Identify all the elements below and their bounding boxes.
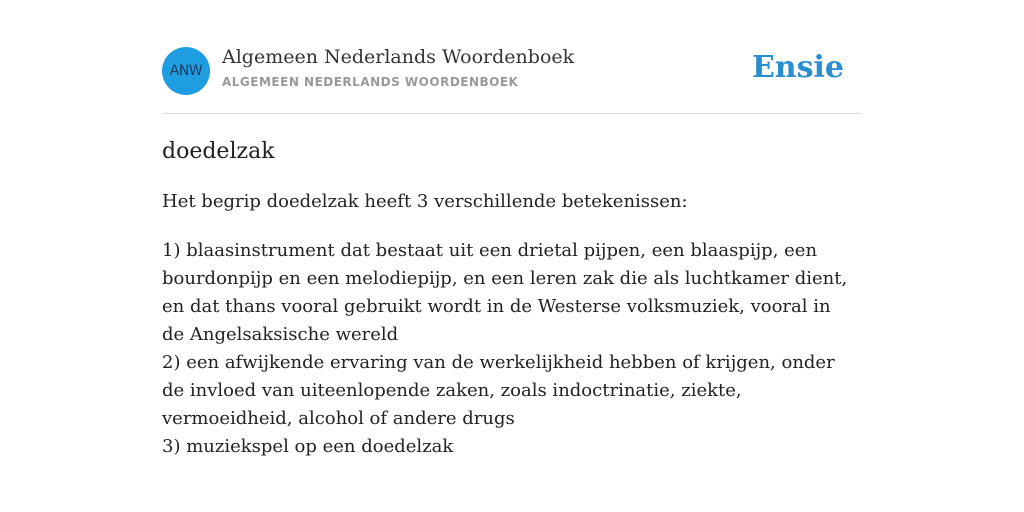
source-header bbox=[162, 46, 862, 96]
entry-card bbox=[162, 0, 862, 512]
entry-word-title: doedelzak bbox=[162, 139, 275, 164]
meanings-list bbox=[162, 237, 852, 461]
meaning-item: 3) muziekspel op een doedelzak bbox=[162, 436, 454, 457]
source-subtitle: ALGEMEEN NEDERLANDS WOORDENBOEK bbox=[222, 75, 519, 89]
entry-intro: Het begrip doedelzak heeft 3 verschillende betekenissen: bbox=[162, 191, 688, 212]
brand-logo[interactable]: Ensie bbox=[751, 50, 844, 85]
meaning-item: 2) een afwijkende ervaring van de werkelijkheid hebben of krijgen, onder de invloed van uiteenlopende zaken, zoals indoctrinatie, ziekte, vermoeidheid, alcohol of andere drugs bbox=[162, 352, 835, 429]
source-title[interactable]: Algemeen Nederlands Woordenboek bbox=[222, 46, 575, 68]
header-divider bbox=[162, 113, 862, 114]
source-logo[interactable]: ANW bbox=[162, 47, 210, 95]
meaning-item: 1) blaasinstrument dat bestaat uit een drietal pijpen, een blaaspijp, een bourdonpijp en een melodiepijp, en een leren zak die als luchtkamer dient, en dat thans vooral gebruikt wordt in de Westerse volksmuziek, vooral in de Angelsaksische wereld bbox=[162, 240, 848, 345]
